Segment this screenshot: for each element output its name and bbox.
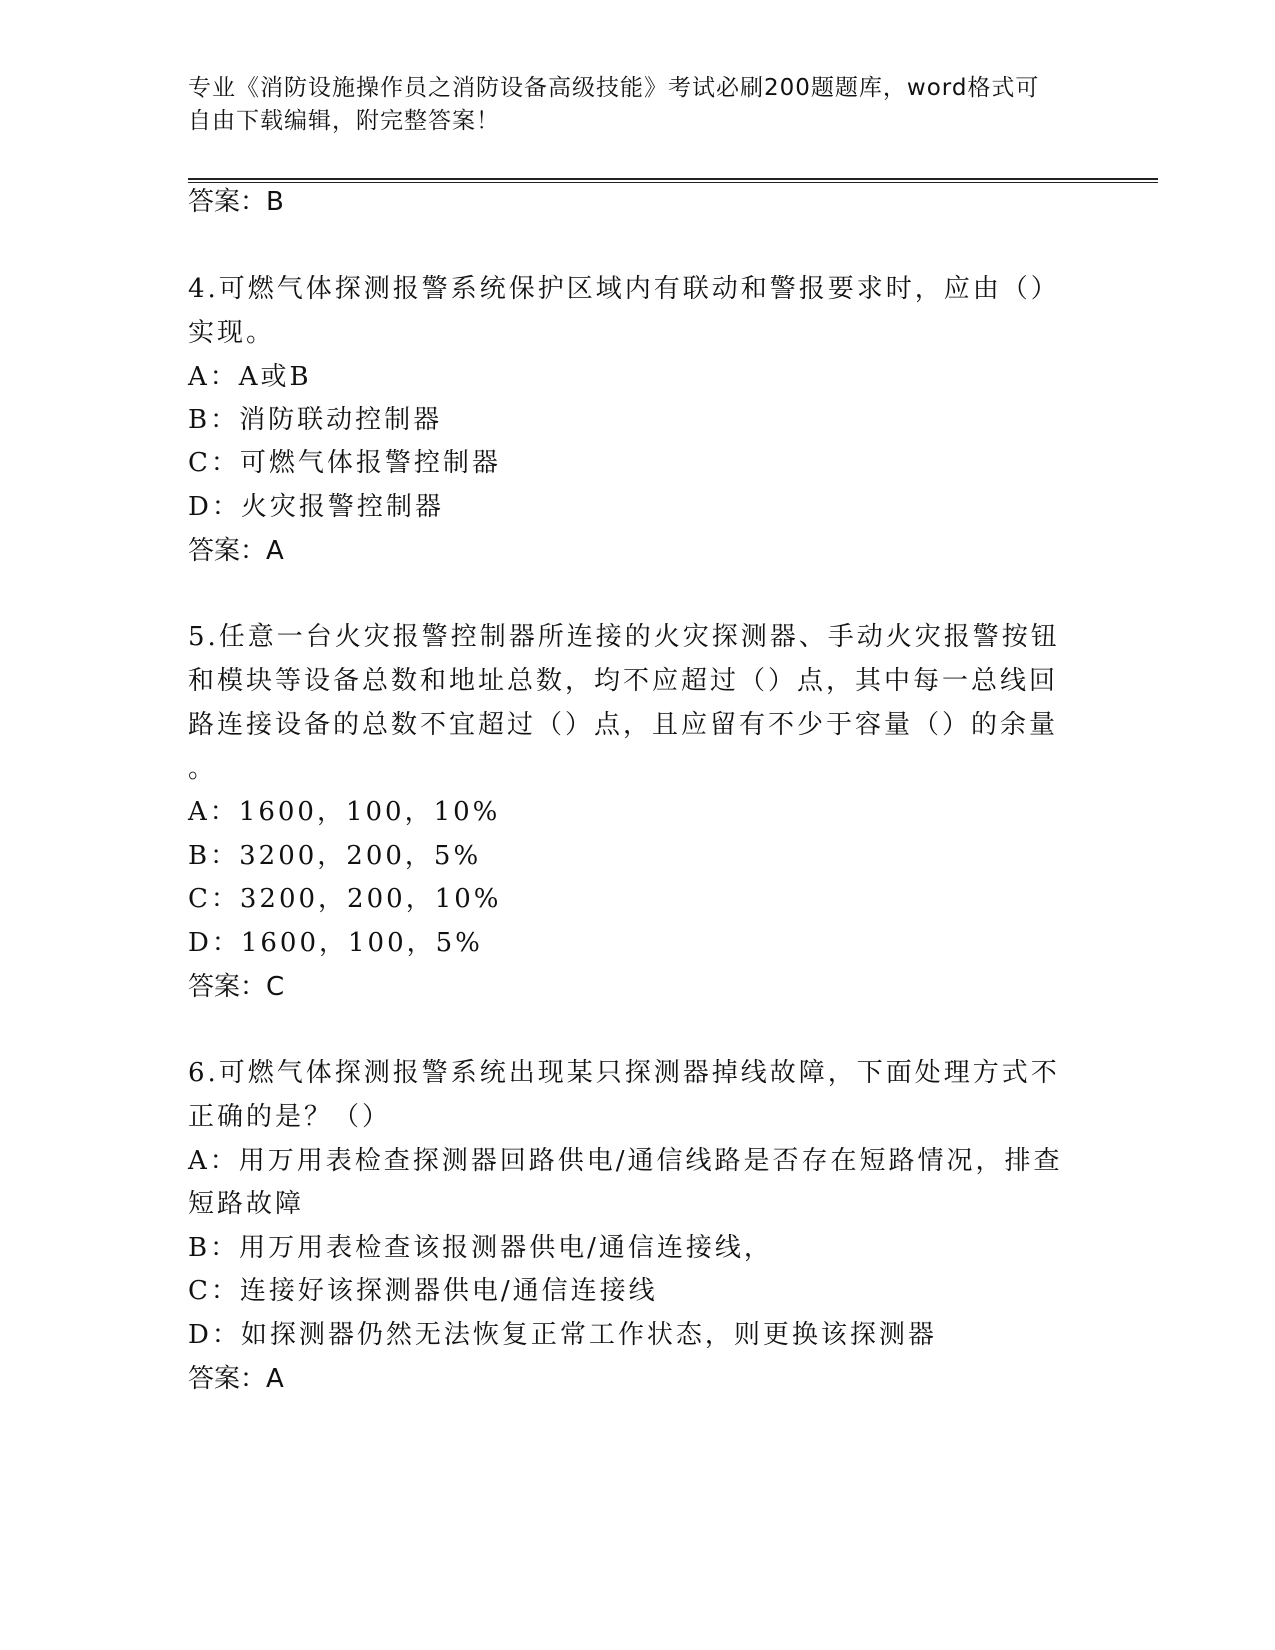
- question-5-line-1: 5.任意一台火灾报警控制器所连接的火灾探测器、手动火灾报警按钮: [188, 622, 1060, 652]
- header-line-1: 专业《消防设施操作员之消防设备高级技能》考试必刷200题题库，word格式可: [188, 75, 1040, 101]
- question-5-line-2: 和模块等设备总数和地址总数，均不应超过（）点，其中每一总线回: [188, 666, 1059, 696]
- question-4-option-d: D：火灾报警控制器: [188, 492, 444, 522]
- question-4-option-b: B：消防联动控制器: [188, 405, 443, 435]
- question-6-option-d: D：如探测器仍然无法恢复正常工作状态，则更换该探测器: [188, 1320, 937, 1350]
- answer-q5: 答案：C: [188, 972, 285, 1002]
- question-5-line-3: 路连接设备的总数不宜超过（）点，且应留有不少于容量（）的余量: [188, 710, 1059, 740]
- answer-q6: 答案：A: [188, 1364, 284, 1394]
- question-6-line-1: 6.可燃气体探测报警系统出现某只探测器掉线故障，下面处理方式不: [188, 1058, 1060, 1088]
- question-5-option-d: D：1600，100，5%: [188, 928, 483, 958]
- answer-q4: 答案：A: [188, 536, 284, 566]
- header-divider-thin: [188, 182, 1158, 183]
- question-4-option-c: C：可燃气体报警控制器: [188, 448, 501, 478]
- document-header: [188, 72, 1068, 138]
- question-5-option-b: B：3200，200，5%: [188, 841, 482, 871]
- question-6-option-a-line-2: 短路故障: [188, 1189, 305, 1219]
- question-4-line-2: 实现。: [188, 318, 276, 348]
- header-line-2: 自由下载编辑，附完整答案！: [188, 108, 500, 134]
- question-6-option-c: C：连接好该探测器供电/通信连接线: [188, 1276, 658, 1306]
- question-6-option-b: B：用万用表检查该报测器供电/通信连接线，: [188, 1233, 773, 1263]
- question-4-line-1: 4.可燃气体探测报警系统保护区域内有联动和警报要求时，应由（）: [188, 274, 1060, 304]
- question-5-option-a: A：1600，100，10%: [188, 797, 501, 827]
- question-6-option-a-line-1: A：用万用表检查探测器回路供电/通信线路是否存在短路情况，排查: [188, 1146, 1063, 1176]
- header-divider-thick: [188, 178, 1158, 180]
- question-5-line-4: 。: [188, 754, 218, 784]
- question-6-line-2: 正确的是？（）: [188, 1102, 392, 1132]
- question-4-option-a: A：A或B: [188, 362, 312, 392]
- answer-q3: 答案：B: [188, 187, 284, 217]
- question-5-option-c: C：3200，200，10%: [188, 884, 502, 914]
